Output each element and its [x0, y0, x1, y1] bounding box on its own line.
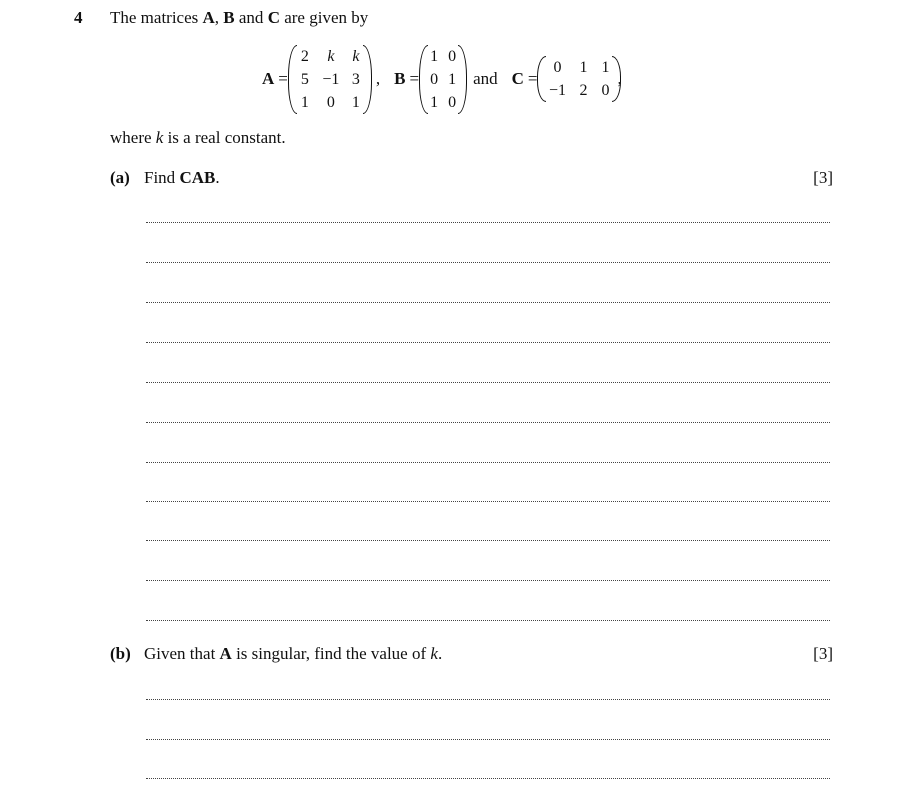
- answer-line[interactable]: [146, 501, 830, 502]
- answer-line[interactable]: [146, 222, 830, 223]
- part-b-prompt: Given that A is singular, find the value of k.: [144, 644, 443, 663]
- answer-line[interactable]: [146, 342, 830, 343]
- answer-line[interactable]: [146, 699, 830, 700]
- matrix-a-label: A: [262, 69, 275, 88]
- part-b-marks: [3]: [813, 644, 833, 663]
- matrix-c-label: C: [511, 69, 524, 88]
- answer-line[interactable]: [146, 302, 830, 303]
- answer-line[interactable]: [146, 739, 830, 740]
- answer-line[interactable]: [146, 262, 830, 263]
- answer-line[interactable]: [146, 382, 830, 383]
- matrix-b-label: B: [394, 69, 406, 88]
- question-number: 4: [74, 8, 83, 27]
- matrix-c: 0 1 1 −1 2 0: [543, 56, 615, 102]
- matrix-a: 2 k k 5 −1 3 1 0 1: [294, 45, 366, 114]
- answer-line[interactable]: [146, 462, 830, 463]
- matrix-b: 1 0 0 1 1 0: [425, 45, 461, 114]
- answer-line[interactable]: [146, 778, 830, 779]
- part-a-label: (a): [110, 168, 130, 187]
- part-a-prompt: Find CAB.: [144, 168, 220, 187]
- constant-statement: where k is a real constant.: [110, 128, 286, 147]
- answer-line[interactable]: [146, 580, 830, 581]
- matrix-definitions: A = 2 k k 5 −1 3 1 0 1 , B = 1 0 0 1 1 0 and C = 0 1 1 −1 2 0 ,: [262, 44, 622, 114]
- answer-line[interactable]: [146, 620, 830, 621]
- answer-line[interactable]: [146, 422, 830, 423]
- answer-line[interactable]: [146, 540, 830, 541]
- question-intro: The matrices A, B and C are given by: [110, 8, 369, 27]
- part-a-marks: [3]: [813, 168, 833, 187]
- and-word: and: [473, 69, 498, 88]
- part-b-label: (b): [110, 644, 131, 663]
